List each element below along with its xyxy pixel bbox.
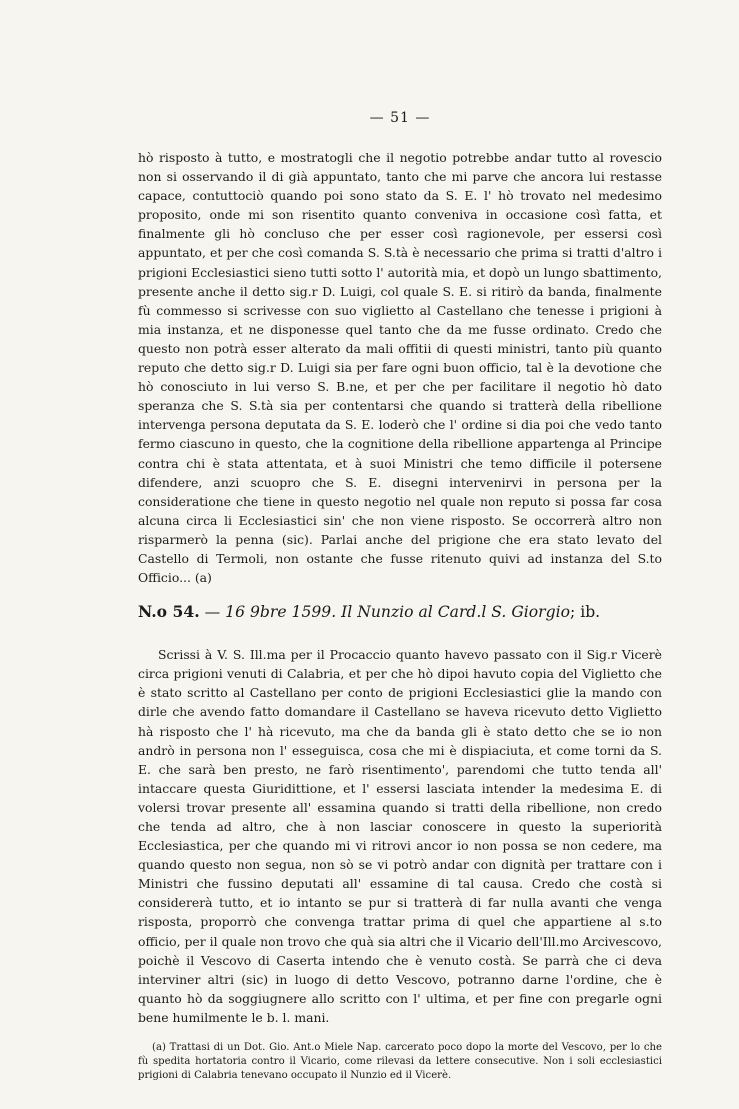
entry-place: ; ib. (570, 603, 601, 622)
letter-continuation-paragraph: hò risposto à tutto, e mostratogli che il negotio potrebbe andar tutto al rovescio non si osservando il di già appuntato, tanto che mi parve che ancora lui restasse capace, contuttociò quando poi sono stato da S. E. l' hò trovato nel medesimo proposito, onde mi son risentito quanto conveniva in occasione così fatta, et finalmente gli hò concluso che per esser così ragionevole, per essersi così appuntato, et per che così comanda S. S.tà è necessario che prima si tratti d'altro i prigioni Ecclesiastici sieno tutti sotto l' autorità mia, et dopò un lungo sbattimento, presente anche il detto sig.r D. Luigi, col quale S. E. si ritirò da banda, finalmente fù commesso si scrivesse con suo viglietto al Castellano che tenesse i prigioni à mia instanza, et ne disponesse quel tanto che da me fusse ordinato. Credo che questo non potrà esser alterato da mali offitii di questi ministri, tanto più quanto reputo che detto sig.r D. Luigi sia per fare ogni buon officio, tal è la devotione che hò conosciuto in lui verso S. B.ne, et per che per facilitare il negotio hò dato speranza che S. S.tà sia per contentarsi che quando si tratterà della ribellione intervenga persona deputata da S. E. loderò che l' ordine si dia poi che vedo tanto fermo ciascuno in questo, che la cognitione della ribellione appartenga al Principe contra chi è stata attentata, et à suoi Ministri che temo difficile il potersene difendere, anzi scuopro che S. E. disegni intervenirvi in persona per la consideratione che tiene in questo negotio nel quale non reputo si possa far cosa alcuna circa li Ecclesiastici sin' che non viene risposto. Se occorrerà altro non risparmerò la penna (sic). Parlai anche del prigione che era stato levato del Castello di Termoli, non ostante che fusse ritenuto quivi ad instanza del S.to Officio... (a) (138, 150, 662, 586)
entry-heading (138, 601, 662, 623)
entry-number: N.o 54. (138, 602, 200, 622)
page-number: — 51 — (369, 110, 431, 126)
letter-body-paragraph: Scrissi à V. S. Ill.ma per il Procaccio quanto havevo passato con il Sig.r Vicerè circa prigioni venuti di Calabria, et per che hò dipoi havuto copia del Viglietto che è stato scritto al Castellano per conto de prigioni Ecclesiastici glie la mando con dirle che avendo fatto domandare il Castellano se haveva ricevuto detto Viglietto hà risposto che l' hà ricevuto, ma che da banda gli è stato detto che se io non andrò in persona non l' esseguisca, cosa che mi è dispiaciuta, et come torni da S. E. che sarà ben presto, ne farò risentimento', parendomi che tutto tenda all' intaccare questa Giuridittione, et l' essersi lasciata intender la medesima E. di volersi trovar presente all' essamina quando si tratti della ribellione, non credo che tenda ad altro, che à non lasciar conoscere in questo la superiorità Ecclesiastica, per che quando mi vi ritrovi ancor io non possa se non cedere, ma quando questo non segua, non sò se vi potrò andar con dignità per trattare con i Ministri che fussino deputati all' essamine di tal causa. Credo che costà si considererà tutto, et io intanto se pur si tratterà di far nulla avanti che venga risposta, proporrò che convenga trattar prima di quel che appartiene al s.to officio, per il quale non trovo che quà sia altri che il Vicario dell'Ill.mo Arcivescovo, poichè il Vescovo di Caserta intendo che è venuto costà. Se parrà che ci deva interviner altri (sic) in luogo di detto Vescovo, potranno darne l'ordine, che è quanto hò da soggiugnere allo scritto con l' ultima, et per fine con pregarle ogni bene humilmente le b. l. mani. (138, 647, 662, 1025)
footnote: (a) Trattasi di un Dot. Gio. Ant.o Miele Nap. carcerato poco dopo la morte del Vescovo, per lo che fù spedita hortatoria contro il Vicario, come rilevasi da lettere consecutive. Non i soli ecclesiastici prigioni di Calabria tenevano occupato il Nunzio ed il Vicerè. (138, 1042, 662, 1082)
entry-title: — 16 9bre 1599. Il Nunzio al Card.l S. Giorgio (204, 603, 570, 622)
document-page (138, 110, 662, 1083)
